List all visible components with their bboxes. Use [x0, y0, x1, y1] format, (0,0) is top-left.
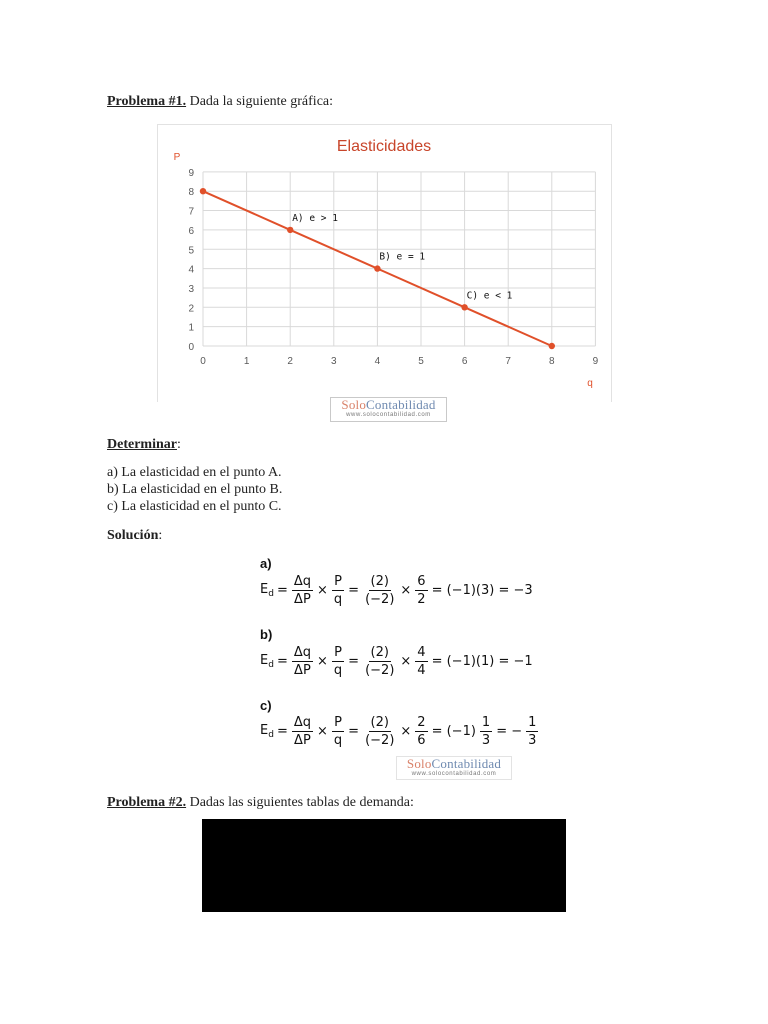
y-tick-label: 1	[188, 322, 194, 334]
ed-symbol: $E_d$	[260, 653, 274, 670]
determinar-heading: Determinar	[107, 437, 177, 452]
fraction-2-neg2: $\frac{(2)}{(-2)}$	[365, 645, 395, 678]
solucion-heading: Solución	[107, 528, 159, 543]
y-tick-label: 5	[188, 245, 194, 257]
y-tick-label: 0	[188, 342, 194, 353]
ed-symbol: $E_d$	[260, 582, 274, 599]
x-tick-label: 4	[374, 356, 381, 367]
x-tick-label: 9	[592, 356, 599, 367]
fraction-price-quantity: $\frac{2}{6}$	[417, 715, 426, 748]
problem1-intro: Dada la siguiente gráfica:	[186, 94, 334, 109]
determinar-item-c: c) La elasticidad en el punto C.	[107, 499, 282, 514]
y-axis-label: P	[173, 152, 181, 163]
equation-b: $E_d$ = $\frac{\Delta q}{\Delta P}$ × $\frac{P}{q}$ = $\frac{(2)}{(-2)}$ × $\frac{4}{4}$ = (−1)(1) = −1	[260, 645, 533, 678]
y-tick-label: 2	[188, 303, 194, 315]
y-tick-label: 7	[188, 206, 194, 218]
solution-label-b: b)	[260, 627, 273, 642]
x-axis-label: q	[587, 378, 593, 389]
data-point	[461, 304, 467, 310]
fraction-p-q: $\frac{P}{q}$	[333, 574, 343, 607]
data-point	[287, 227, 293, 233]
data-point	[549, 343, 555, 349]
fraction-2-neg2: $\frac{(2)}{(-2)}$	[365, 574, 395, 607]
demand-table-image	[202, 819, 566, 912]
solution-label-a: a)	[260, 556, 272, 571]
result-b: = (−1)(1) = −1	[431, 654, 533, 669]
result-c-mid: = −	[496, 724, 523, 739]
fraction-dq-dp: $\frac{\Delta q}{\Delta P}$	[293, 574, 311, 607]
point-annotation: B) e = 1	[379, 251, 426, 263]
watermark-logo-1: SoloContabilidad www.solocontabilidad.com	[330, 397, 447, 422]
x-tick-label: 0	[200, 356, 206, 367]
fraction-dq-dp: $\frac{\Delta q}{\Delta P}$	[293, 645, 311, 678]
determinar-line: Determinar:	[107, 437, 181, 452]
watermark-logo-2: SoloContabilidad www.solocontabilidad.com	[396, 756, 512, 780]
chart-title: Elasticidades	[336, 138, 432, 155]
data-point	[374, 265, 380, 271]
equation-a: $E_d$ = $\frac{\Delta q}{\Delta P}$ × $\frac{P}{q}$ = $\frac{(2)}{(-2)}$ × $\frac{6}{2}$ = (−1)(3) = −3	[260, 574, 533, 607]
y-tick-label: 3	[188, 283, 194, 295]
determinar-item-a: a) La elasticidad en el punto A.	[107, 465, 282, 480]
solution-label-c: c)	[260, 698, 272, 713]
problem1-line	[107, 93, 333, 110]
point-annotation: C) e < 1	[466, 290, 513, 302]
x-tick-label: 6	[461, 356, 468, 367]
y-tick-label: 4	[188, 264, 194, 276]
fraction-price-quantity: $\frac{6}{2}$	[417, 574, 426, 607]
x-tick-label: 3	[331, 356, 337, 367]
y-tick-label: 9	[188, 167, 194, 179]
fraction-one-third: $\frac{1}{3}$	[481, 715, 491, 748]
x-tick-label: 8	[549, 356, 555, 367]
solucion-line: Solución:	[107, 528, 163, 543]
x-tick-label: 1	[243, 356, 250, 367]
fraction-p-q: $\frac{P}{q}$	[333, 645, 343, 678]
equation-c: $E_d$ = $\frac{\Delta q}{\Delta P}$ × $\frac{P}{q}$ = $\frac{(2)}{(-2)}$ × $\frac{2}{6}$ = (−1) $\frac{1}{3}$ = − $\frac{1}{3}$	[260, 715, 537, 748]
elasticity-chart	[157, 124, 612, 402]
data-point	[200, 188, 206, 194]
result-a: = (−1)(3) = −3	[431, 583, 533, 598]
determinar-item-b: b) La elasticidad en el punto B.	[107, 482, 283, 497]
fraction-dq-dp: $\frac{\Delta q}{\Delta P}$	[293, 715, 311, 748]
problem2-line	[107, 794, 414, 811]
fraction-p-q: $\frac{P}{q}$	[333, 715, 343, 748]
x-tick-label: 7	[505, 356, 511, 367]
result-c-pre: = (−1)	[431, 724, 476, 739]
fraction-price-quantity: $\frac{4}{4}$	[417, 645, 426, 678]
problem1-heading: Problema #1.	[107, 94, 187, 109]
problem2-intro: Dadas las siguientes tablas de demanda:	[186, 795, 414, 810]
problem2-heading: Problema #2.	[107, 795, 187, 810]
x-tick-label: 5	[418, 356, 424, 367]
point-annotation: A) e > 1	[292, 212, 338, 224]
fraction-2-neg2: $\frac{(2)}{(-2)}$	[365, 715, 395, 748]
y-tick-label: 8	[188, 187, 194, 199]
ed-symbol: $E_d$	[260, 723, 274, 740]
y-tick-label: 6	[188, 225, 194, 237]
fraction-one-third-result: $\frac{1}{3}$	[528, 715, 537, 748]
x-tick-label: 2	[287, 356, 293, 367]
